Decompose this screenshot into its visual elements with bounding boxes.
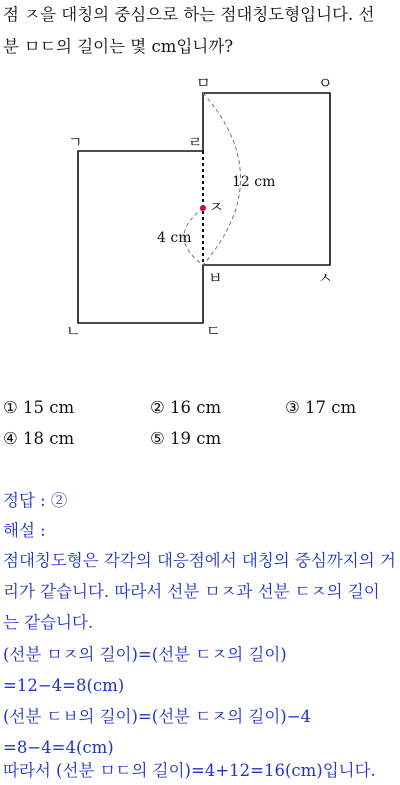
length-label-12cm: 12 cm xyxy=(232,174,276,190)
label-bieup: ㅂ xyxy=(208,269,223,287)
option-text: 19 cm xyxy=(170,429,222,448)
option-5[interactable] xyxy=(150,428,221,450)
option-mark: ① xyxy=(3,398,18,417)
option-text: 15 cm xyxy=(23,398,75,417)
label-giyeok: ㄱ xyxy=(68,133,83,151)
solution-line-7: =8−4=4(cm) xyxy=(3,738,114,757)
question-line-1: 점 ㅈ을 대칭의 중심으로 하는 점대칭도형입니다. 선 xyxy=(3,5,375,24)
option-4[interactable] xyxy=(3,428,74,450)
solution-line-5: =12−4=8(cm) xyxy=(3,676,125,695)
question-line-2: 분 ㅁㄷ의 길이는 몇 cm입니까? xyxy=(3,37,234,56)
solution-line-4: (선분 ㅁㅈ의 길이)=(선분 ㄷㅈ의 길이) xyxy=(3,645,287,664)
label-mieum: ㅁ xyxy=(196,74,211,92)
option-mark: ④ xyxy=(3,429,18,448)
option-text: 18 cm xyxy=(23,429,75,448)
length-label-4cm: 4 cm xyxy=(157,230,192,246)
label-digeut: ㄷ xyxy=(206,322,221,340)
label-ieung: ㅇ xyxy=(318,74,333,92)
option-1[interactable] xyxy=(3,397,74,419)
solution-heading: 해설 : xyxy=(3,521,46,540)
center-point xyxy=(200,205,206,211)
solution-line-3: 는 같습니다. xyxy=(3,613,94,632)
label-jieut: ㅈ xyxy=(209,198,224,216)
solution-line-2: 리가 같습니다. 따라서 선분 ㅁㅈ과 선분 ㄷㅈ의 길이 xyxy=(3,582,380,601)
option-2[interactable] xyxy=(150,397,221,419)
point-symmetric-figure xyxy=(0,70,400,345)
label-rieul: ㄹ xyxy=(188,133,203,151)
option-mark: ⑤ xyxy=(150,429,165,448)
label-nieun: ㄴ xyxy=(66,322,81,340)
answer-line: 정답 : ② xyxy=(3,491,68,510)
solution-line-6: (선분 ㄷㅂ의 길이)=(선분 ㄷㅈ의 길이)−4 xyxy=(3,707,312,726)
solution-line-1: 점대칭도형은 각각의 대응점에서 대칭의 중심까지의 거 xyxy=(3,551,396,570)
option-text: 17 cm xyxy=(305,398,357,417)
label-siot: ㅅ xyxy=(318,269,333,287)
solution-line-8: 따라서 (선분 ㅁㄷ의 길이)=4+12=16(cm)입니다. xyxy=(3,761,376,780)
option-mark: ③ xyxy=(285,398,300,417)
option-mark: ② xyxy=(150,398,165,417)
option-3[interactable] xyxy=(285,397,356,419)
option-text: 16 cm xyxy=(170,398,222,417)
